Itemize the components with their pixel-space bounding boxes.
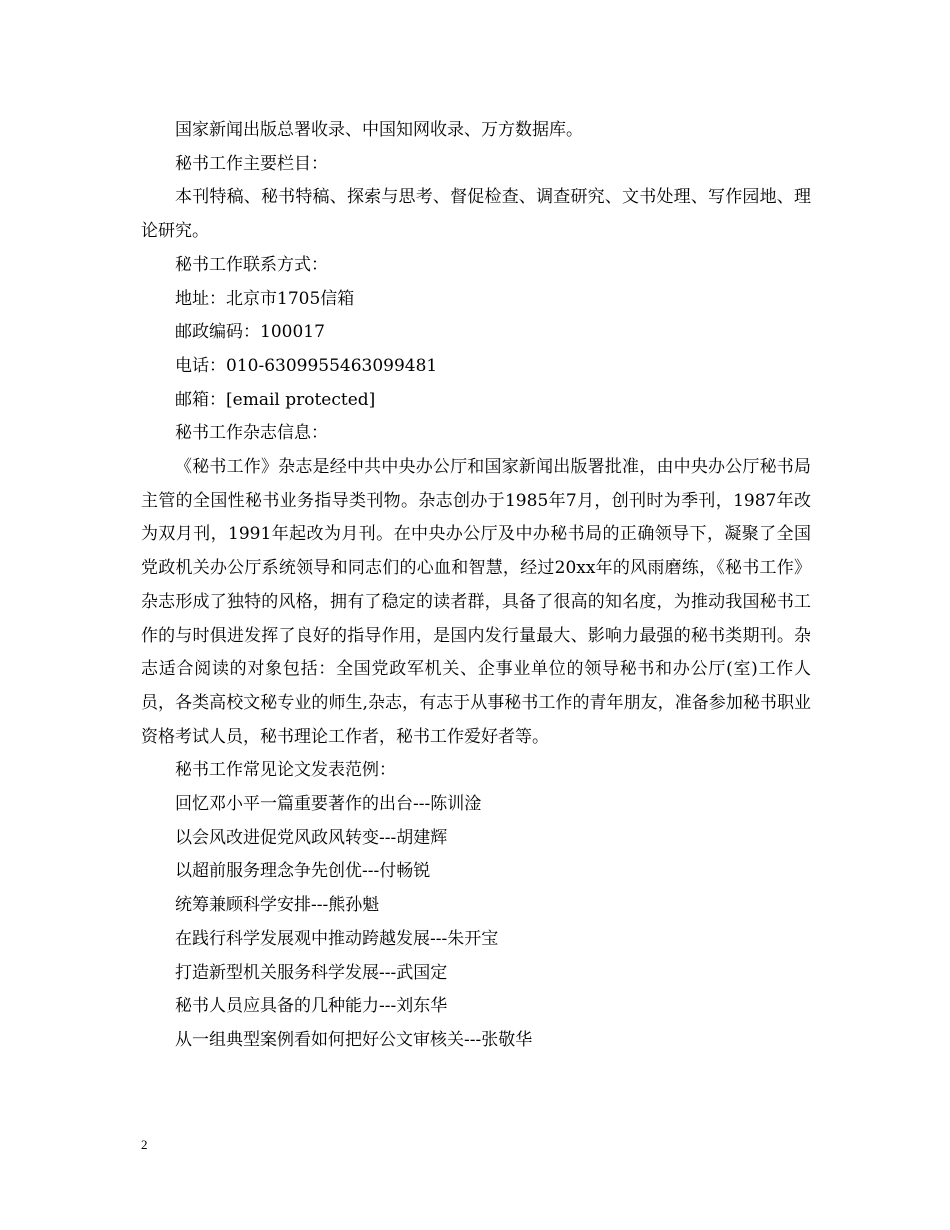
contact-email: 邮箱：[email protected] [175,389,376,410]
heading-paper-examples: 秘书工作常见论文发表范例： [175,760,396,781]
heading-contact: 秘书工作联系方式： [175,254,328,275]
heading-magazine-info: 秘书工作杂志信息： [175,423,328,444]
paper-example: 在践行科学发展观中推动跨越发展---朱开宝 [175,928,499,949]
contact-phone: 电话：010-6309955463099481 [175,355,438,376]
paper-example: 以会风改进促党风政风转变---胡建辉 [175,827,448,848]
paragraph-indexing: 国家新闻出版总署收录、中国知网收录、万方数据库。 [175,120,583,140]
document-body [141,114,811,1058]
contact-address: 地址：北京市1705信箱 [175,288,355,309]
paragraph-magazine-info: 《秘书工作》杂志是经中共中央办公厅和国家新闻出版署批准，由中央办公厅秘书局主管的全国性秘书业务指导类刊物。杂志创办于1985年7月，创刊时为季刊，1987年改为双月刊，1991年起改为月刊。在中央办公厅及中办秘书局的正确领导下，凝聚了全国党政机关办公厅系统领导和同志们的心血和智慧，经过20xx年的风雨磨练，《秘书工作》杂志形成了独特的风格，拥有了稳定的读者群，具备了很高的知名度，为推动我国秘书工作的与时俱进发挥了良好的指导作用，是国内发行量最大、影响力最强的秘书类期刊。杂志适合阅读的对象包括：全国党政军机关、企事业单位的领导秘书和办公厅(室)工作人员，各类高校文秘专业的师生,杂志，有志于从事秘书工作的青年朋友，准备参加秘书职业资格考试人员，秘书理论工作者，秘书工作爱好者等。 [141,457,811,747]
paper-example: 从一组典型案例看如何把好公文审核关---张敬华 [175,1029,533,1050]
contact-postcode: 邮政编码：100017 [175,322,325,343]
paper-example: 秘书人员应具备的几种能力---刘东华 [175,996,448,1017]
paper-example: 打造新型机关服务科学发展---武国定 [175,962,448,983]
paper-example: 统筹兼顾科学安排---熊孙魁 [175,895,380,916]
paper-example: 以超前服务理念争先创优---付畅锐 [175,861,431,882]
paper-example: 回忆邓小平一篇重要著作的出台---陈训淦 [175,794,482,815]
page-number: 2 [141,1137,148,1152]
heading-main-columns: 秘书工作主要栏目： [175,153,328,174]
paragraph-columns-list: 本刊特稿、秘书特稿、探索与思考、督促检查、调查研究、文书处理、写作园地、理论研究。 [141,187,811,242]
